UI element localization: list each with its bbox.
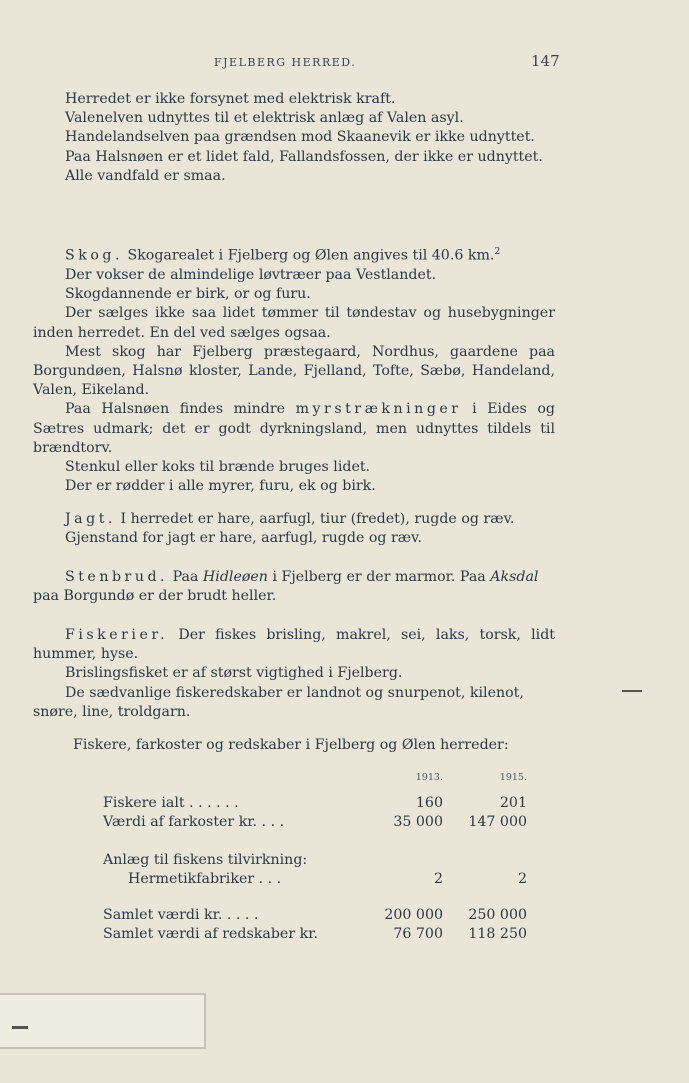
column-header: 1915. xyxy=(499,772,527,783)
row-label: Samlet værdi af redskaber kr. xyxy=(103,926,318,942)
row-label: Fiskere ialt . . . . . . xyxy=(103,795,239,811)
cell-1915: 250 000 xyxy=(468,907,527,923)
cell-1915: 201 xyxy=(499,795,527,811)
intro-section xyxy=(33,90,555,186)
paragraph: Gjenstand for jagt er hare, aarfugl, rugde og ræv. xyxy=(65,530,422,547)
paragraph: Der vokser de almindelige løvtræer paa Vestlandet. xyxy=(65,266,437,283)
column-header: 1913. xyxy=(415,772,443,783)
paragraph-text: Paa Halsnøen findes mindre xyxy=(65,401,286,418)
table-title: Fiskere, farkoster og redskaber i Fjelberg og Ølen herreder: xyxy=(73,737,509,753)
cell-1913: 76 700 xyxy=(393,926,443,942)
running-head: FJELBERG HERRED. xyxy=(214,56,357,69)
paragraph xyxy=(33,568,555,606)
dash-mark xyxy=(12,1026,28,1029)
paragraph: Der er rødder i alle myrer, furu, ek og birk. xyxy=(65,478,376,495)
skog-section xyxy=(33,243,555,496)
paragraph: Alle vandfald er smaa. xyxy=(65,167,226,184)
paragraph-text: i Eides og Sætres udmark; det er godt dyrkningsland, men udnyttes tildels til brændtorv. xyxy=(33,401,555,456)
paragraph xyxy=(33,510,555,529)
paragraph: Brislingsfisket er af størst vigtighed i Fjelberg. xyxy=(65,665,403,682)
table-title-row xyxy=(33,737,593,757)
row-label: Værdi af farkoster kr. . . . xyxy=(103,814,285,830)
paragraph-text: Paa xyxy=(172,569,199,585)
table-row xyxy=(33,907,593,927)
place-name: Aksdal xyxy=(490,569,539,585)
group-label: Anlæg til fiskens tilvirkning: xyxy=(103,852,308,868)
spaced-term: myrstrækninger xyxy=(295,401,462,418)
cell-1913: 200 000 xyxy=(384,907,443,923)
superscript: 2 xyxy=(494,247,501,257)
paragraph: Mest skog har Fjelberg præstegaard, Nordhus, gaardene paa Borgundøen, Halsnø kloster, Lande, Fjelland, Tofte, Sæbø, Handeland, Valen, Eikeland. xyxy=(33,343,555,399)
cell-1913: 35 000 xyxy=(393,814,443,830)
section-heading: Jagt. xyxy=(65,511,116,527)
cell-1915: 147 000 xyxy=(468,814,527,830)
table-group-row xyxy=(33,852,593,872)
row-label: Samlet værdi kr. . . . . xyxy=(103,907,259,923)
paragraph: Der sælges ikke saa lidet tømmer til tøndestav og husebygninger inden herredet. En del ved sælges ogsaa. xyxy=(33,305,555,341)
cell-1913: 2 xyxy=(433,871,443,887)
page-number: 147 xyxy=(531,52,560,70)
cell-1915: 2 xyxy=(517,871,527,887)
paragraph-text: I herredet er hare, aarfugl, tiur (fredet), rugde og ræv. xyxy=(120,511,515,527)
table-header-row xyxy=(33,772,593,792)
place-name: Hidleøen xyxy=(202,569,268,585)
paragraph-text: i Fjelberg er der marmor. Paa xyxy=(272,569,486,585)
row-label: Hermetikfabriker . . . xyxy=(128,871,282,887)
paragraph: Valenelven udnyttes til et elektrisk anlæg af Valen asyl. xyxy=(65,110,464,127)
table-row xyxy=(33,814,593,834)
paragraph xyxy=(33,400,555,458)
section-heading: Skog. xyxy=(65,247,123,264)
paragraph-text: Der fiskes brisling, makrel, sei, laks, torsk, lidt hummer, hyse. xyxy=(33,627,555,663)
paragraph xyxy=(33,626,555,664)
paragraph: Skogdannende er birk, or og furu. xyxy=(65,286,311,303)
scan-artifact-frame xyxy=(0,993,206,1049)
paragraph: Handelandselven paa grændsen mod Skaanevik er ikke udnyttet. xyxy=(65,129,535,146)
paragraph: Stenkul eller koks til brænde bruges lidet. xyxy=(65,458,371,475)
stenbrud-section xyxy=(33,568,555,606)
margin-mark xyxy=(622,690,642,692)
paragraph-text: paa Borgundø er der brudt heller. xyxy=(33,588,277,605)
table-row xyxy=(33,795,593,815)
cell-1915: 118 250 xyxy=(468,926,527,942)
paragraph: Paa Halsnøen er et lidet fald, Fallandsfossen, der ikke er udnyttet. xyxy=(65,148,543,165)
fiskerier-section xyxy=(33,626,555,722)
table-row xyxy=(33,926,593,946)
table-row xyxy=(33,871,593,891)
section-heading: Fiskerier. xyxy=(65,627,169,643)
paragraph-text: Skogarealet i Fjelberg og Ølen angives til 40.6 km. xyxy=(127,247,495,264)
cell-1913: 160 xyxy=(415,795,443,811)
paragraph xyxy=(33,243,555,266)
section-heading: Stenbrud. xyxy=(65,569,169,585)
paragraph: De sædvanlige fiskeredskaber er landnot og snurpenot, kilenot, snøre, line, troldgarn. xyxy=(33,684,524,720)
jagt-section xyxy=(33,510,555,548)
paragraph: Herredet er ikke forsynet med elektrisk kraft. xyxy=(65,91,396,107)
